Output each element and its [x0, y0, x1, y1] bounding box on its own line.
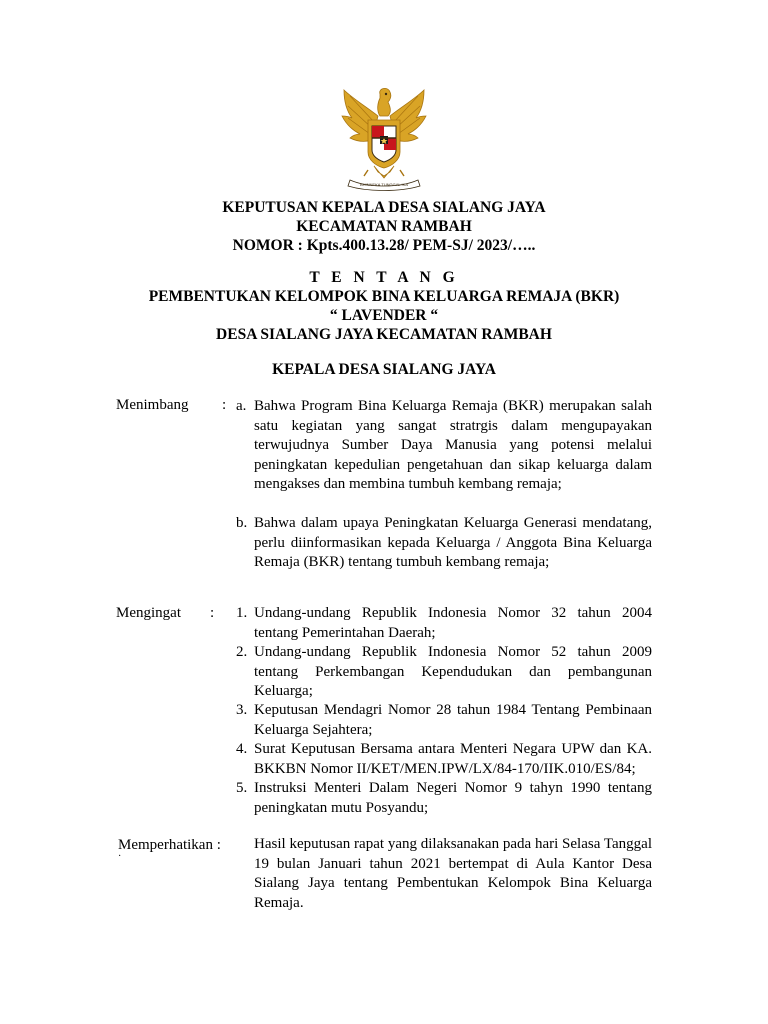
menimbang-item-b — [236, 514, 652, 573]
item-number: 1. — [236, 605, 248, 621]
garuda-emblem — [338, 86, 430, 192]
item-text: Surat Keputusan Bersama antara Menteri Negara UPW dan KA. BKKBN Nomor II/KET/MEN.IPW/LX/84-170/IIK.010/ES/84; — [254, 741, 652, 777]
item-number: 3. — [236, 702, 248, 718]
item-text: Instruksi Menteri Dalam Negeri Nomor 9 tahyn 1990 tentang peningkatan mutu Posyandu; — [254, 780, 652, 816]
emblem-motto: BHINNEKA TUNGGAL IKA — [359, 182, 409, 187]
mengingat-item-4 — [236, 740, 652, 779]
mengingat-label: Mengingat — [116, 605, 181, 621]
item-text: Undang-undang Republik Indonesia Nomor 32 tahun 2004 tentang Pemerintahan Daerah; — [254, 605, 652, 641]
item-number: 4. — [236, 741, 248, 757]
decree-title: KEPUTUSAN KEPALA DESA SIALANG JAYA — [222, 199, 546, 216]
menimbang-colon: : — [222, 397, 227, 413]
item-number: 5. — [236, 780, 248, 796]
item-number: b. — [236, 515, 248, 531]
item-number: 2. — [236, 644, 248, 660]
memperhatikan-label: Memperhatikan : — [118, 837, 221, 853]
menimbang-item-a — [236, 397, 652, 495]
issuer-title: KEPALA DESA SIALANG JAYA — [272, 361, 496, 378]
decree-header — [0, 198, 768, 255]
item-number: a. — [236, 398, 247, 414]
item-text: Bahwa dalam upaya Peningkatan Keluarga Generasi mendatang, perlu diinformasikan kepada Keluarga / Anggota Bina Keluarga Remaja (BKR) tentang tumbuh kembang remaja; — [254, 515, 652, 570]
mengingat-item-2 — [236, 643, 652, 702]
subject-line-2: “ LAVENDER “ — [329, 307, 439, 324]
menimbang-label: Menimbang — [116, 397, 189, 413]
decree-number: NOMOR : Kpts.400.13.28/ PEM-SJ/ 2023/….. — [232, 237, 536, 254]
tentang-heading: T E N T A N G — [309, 269, 459, 286]
mengingat-colon: : — [210, 605, 215, 621]
decree-subject — [0, 268, 768, 344]
mengingat-item-3 — [236, 701, 652, 740]
subject-line-3: DESA SIALANG JAYA KECAMATAN RAMBAH — [216, 326, 552, 343]
memperhatikan-mark: · — [118, 851, 122, 862]
item-text: Bahwa Program Bina Keluarga Remaja (BKR) merupakan salah satu kegiatan yang sangat stratrgis dalam mengupayakan terwujudnya Sumber Daya Manusia yang potensi melalui peningkatan kepedulian pengetahuan dan sikap keluarga dalam mengakses dan membina tumbuh kembang remaja; — [254, 398, 652, 492]
item-text: Undang-undang Republik Indonesia Nomor 52 tahun 2009 tentang Perkembangan Kependudukan dan pembangunan Keluarga; — [254, 644, 652, 699]
item-text: Keputusan Mendagri Nomor 28 tahun 1984 Tentang Pembinaan Keluarga Sejahtera; — [254, 702, 652, 738]
memperhatikan-text: Hasil keputusan rapat yang dilaksanakan pada hari Selasa Tanggal 19 bulan Januari tahun 2021 bertempat di Aula Kantor Desa Sialang Jaya tentang Pembentukan Kelompok Bina Keluarga Remaja. — [254, 836, 652, 911]
subject-line-1: PEMBENTUKAN KELOMPOK BINA KELUARGA REMAJA (BKR) — [148, 288, 620, 305]
decree-district: KECAMATAN RAMBAH — [296, 218, 472, 235]
mengingat-item-1 — [236, 604, 652, 643]
mengingat-item-5 — [236, 779, 652, 818]
